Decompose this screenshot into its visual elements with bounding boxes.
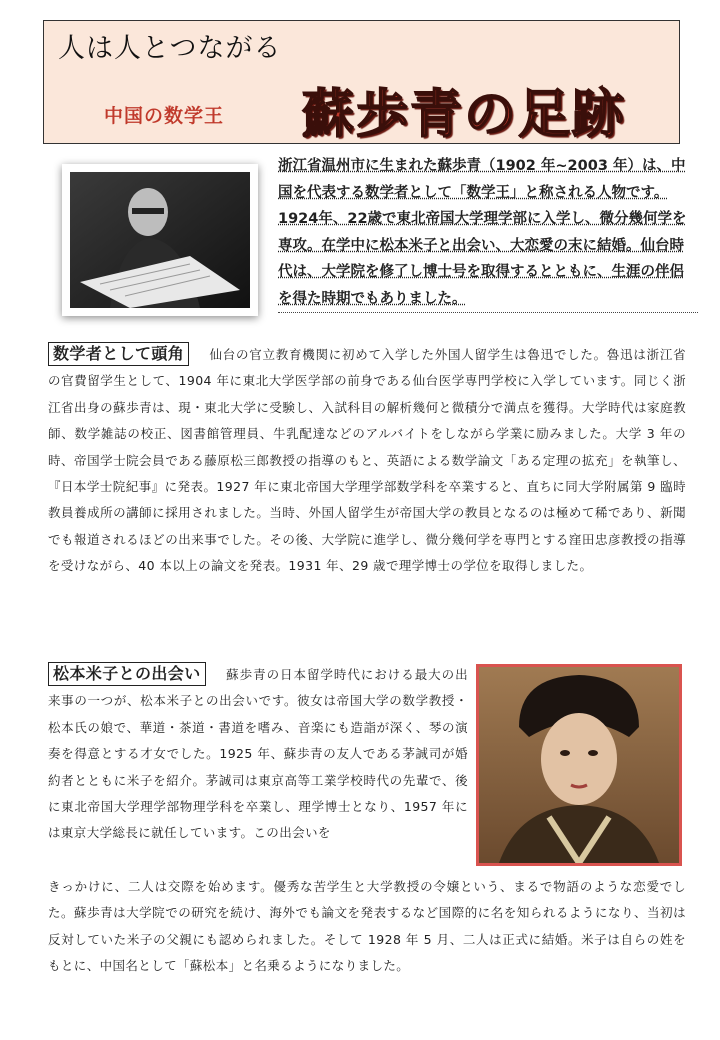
section-meeting-top bbox=[48, 662, 468, 847]
header-tagline: 人は人とつながる bbox=[58, 33, 282, 64]
section-heading-meeting: 松本米子との出会い bbox=[48, 662, 206, 686]
section-text-meeting-bottom: きっかけに、二人は交際を始めます。優秀な苦学生と大学教授の令嬢という、まるで物語のような恋愛でした。蘇歩青は大学院での研究を続け、海外でも論文を発表するなど国際的に名を知られるようになり、当初は反対していた米子の父親にも認められました。そして 1928 年 5 月、二人は正式に結婚。米子は自らの姓をもとに、中国名として「蘇松本」と名乗るようになりました。 bbox=[48, 879, 686, 974]
woman-portrait-image bbox=[479, 667, 679, 863]
section-text-meeting-top: 蘇歩青の日本留学時代における最大の出来事の一つが、松本米子との出会いです。彼女は帝国大学の数学教授・松本氏の娘で、華道・茶道・書道を嗜み、音楽にも造詣が深く、琴の演奏を得意とする才女でした。1925 年、蘇歩青の友人である茅誠司が婚約者とともに米子を紹介。茅誠司は東京高等工業学校時代の先輩で、後に東北帝国大学理学部物理学科を卒業し、理学博士となり、1957 年には東京大学総長に就任しています。この出会いを bbox=[48, 667, 468, 841]
section-mathematician bbox=[48, 342, 686, 580]
header-subtitle: 中国の数学王 bbox=[104, 105, 225, 127]
portrait-image bbox=[70, 172, 250, 308]
su-buqing-portrait-photo bbox=[62, 164, 258, 316]
page-title: 蘇歩青の足跡 bbox=[302, 85, 627, 145]
matsumoto-yoneko-portrait-photo bbox=[476, 664, 682, 866]
section-heading-mathematician: 数学者として頭角 bbox=[48, 342, 189, 366]
intro-text: 浙江省温州市に生まれた蘇歩青（1902 年~2003 年）は、中国を代表する数学者として「数学王」と称される人物です。1924年、22歳で東北帝国大学理学部に入学し、微分幾何学を専攻。在学中に松本米子と出会い、大恋愛の末に結婚。仙台時代は、大学院を修了し博士号を取得するとともに、生涯の伴侶を得た時期でもありました。 bbox=[278, 153, 698, 313]
intro-paragraph bbox=[278, 153, 698, 313]
section-meeting-bottom bbox=[48, 874, 686, 980]
section-text-mathematician: 仙台の官立教育機関に初めて入学した外国人留学生は魯迅でした。魯迅は浙江省の官費留学生として、1904 年に東北大学医学部の前身である仙台医学専門学校に入学しています。同じく浙江省出身の蘇歩青は、現・東北大学に受験し、入試科目の解析幾何と微積分で満点を獲得。大学時代は家庭教師、数学雑誌の校正、図書館管理員、牛乳配達などのアルバイトをしながら学業に励みました。大学 3 年の時、帝国学士院会員である藤原松三郎教授の指導のもと、英語による数学論文「ある定理の拡充」を執筆し、『日本学士院紀事』に発表。1927 年に東北帝国大学理学部数学科を卒業すると、直ちに同大学附属第 9 臨時教員養成所の講師に採用されました。当時、外国人留学生が帝国大学の教員となるのは極めて稀であり、新聞でも報道されるほどの出来事でした。その後、大学院に進学し、微分幾何学を専門とする窪田忠彦教授の指導を受けながら、40 本以上の論文を発表。1931 年、29 歳で理学博士の学位を取得しました。 bbox=[48, 347, 686, 574]
